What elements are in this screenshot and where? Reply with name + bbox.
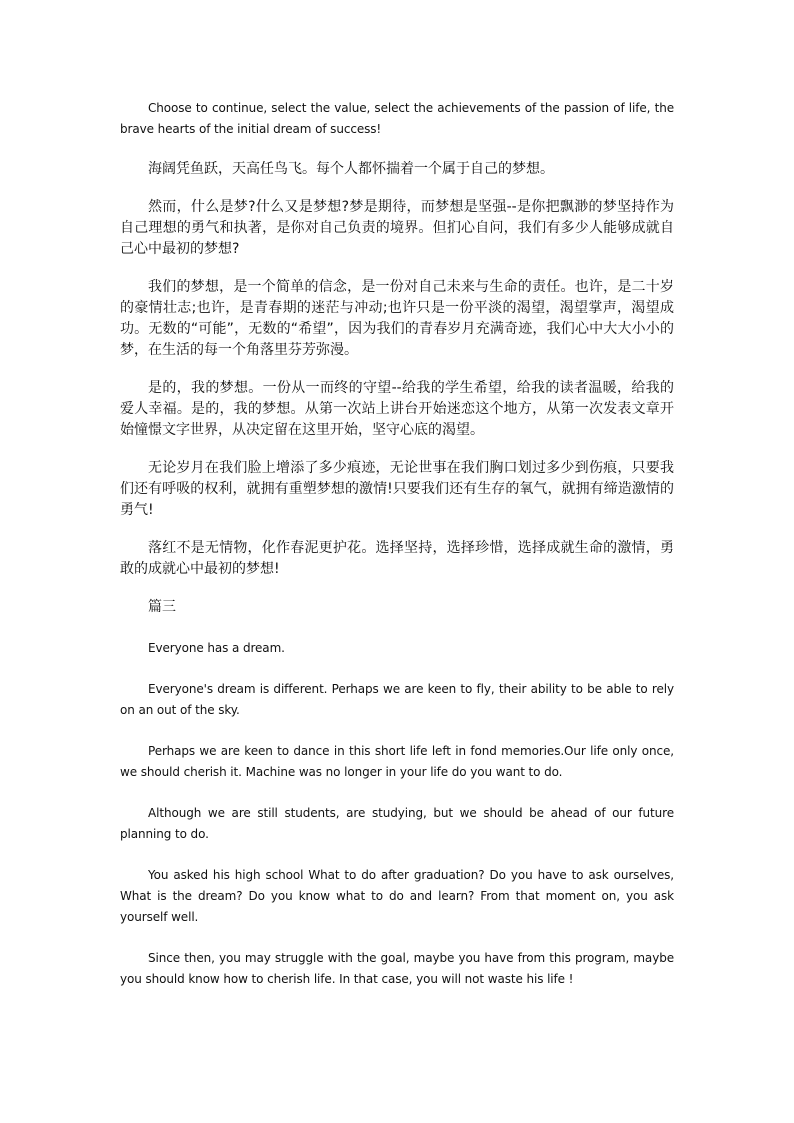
document-page <box>120 96 674 990</box>
section-heading: 篇三 <box>148 599 176 615</box>
paragraph-high-school: You asked his high school What to do after graduation? Do you have to ask ourselves, What is the dream? Do you know what to do and learn? From that moment on, you ask yourself well. <box>120 868 674 924</box>
paragraph-everyone-has-dream: Everyone has a dream. <box>148 641 285 655</box>
paragraph-what-is-dream: 然而，什么是梦?什么又是梦想?梦是期待，而梦想是坚强--是你把飘渺的梦坚持作为自己理想的勇气和执著，是你对自己负责的境界。但扪心自问，我们有多少人能够成就自己心中最初的梦想? <box>120 199 674 257</box>
paragraph-haikuo: 海阔凭鱼跃，天高任鸟飞。每个人都怀揣着一个属于自己的梦想。 <box>148 161 554 177</box>
paragraph-luohong: 落红不是无情物，化作春泥更护花。选择坚持，选择珍惜，选择成就生命的激情，勇敢的成就心中最初的梦想! <box>120 540 674 577</box>
paragraph-no-matter: 无论岁月在我们脸上增添了多少痕迹，无论世事在我们胸口划过多少到伤痕，只要我们还有呼吸的权利，就拥有重塑梦想的激情!只要我们还有生存的氧气，就拥有缔造激情的勇气! <box>120 460 674 518</box>
paragraph-students: Although we are still students, are studying, but we should be ahead of our future planning to do. <box>120 806 674 841</box>
paragraph-our-dream: 我们的梦想，是一个简单的信念，是一份对自己未来与生命的责任。也许，是二十岁的豪情壮志;也许，是青春期的迷茫与冲动;也许只是一份平淡的渴望，渴望掌声，渴望成功。无数的“可能”，无数的“希望”，因为我们的青春岁月充满奇迹，我们心中大大小小的梦，在生活的每一个角落里芬芳弥漫。 <box>120 279 674 358</box>
paragraph-dream-different: Everyone's dream is different. Perhaps we are keen to fly, their ability to be able to rely on an out of the sky. <box>120 682 674 717</box>
paragraph-since-then: Since then, you may struggle with the goal, maybe you have from this program, maybe you should know how to cherish life. In that case, you will not waste his life ! <box>120 951 674 986</box>
paragraph-yes-my-dream: 是的，我的梦想。一份从一而终的守望--给我的学生希望，给我的读者温暖，给我的爱人幸福。是的，我的梦想。从第一次站上讲台开始迷恋这个地方，从第一次发表文章开始憧憬文字世界，从决定留在这里开始，坚守心底的渴望。 <box>120 380 674 438</box>
paragraph-keen-to-dance: Perhaps we are keen to dance in this short life left in fond memories.Our life only once, we should cherish it. Machine was no longer in your life do you want to do. <box>120 744 674 779</box>
paragraph-choose-to-continue: Choose to continue, select the value, select the achievements of the passion of life, the brave hearts of the initial dream of success! <box>120 101 674 136</box>
